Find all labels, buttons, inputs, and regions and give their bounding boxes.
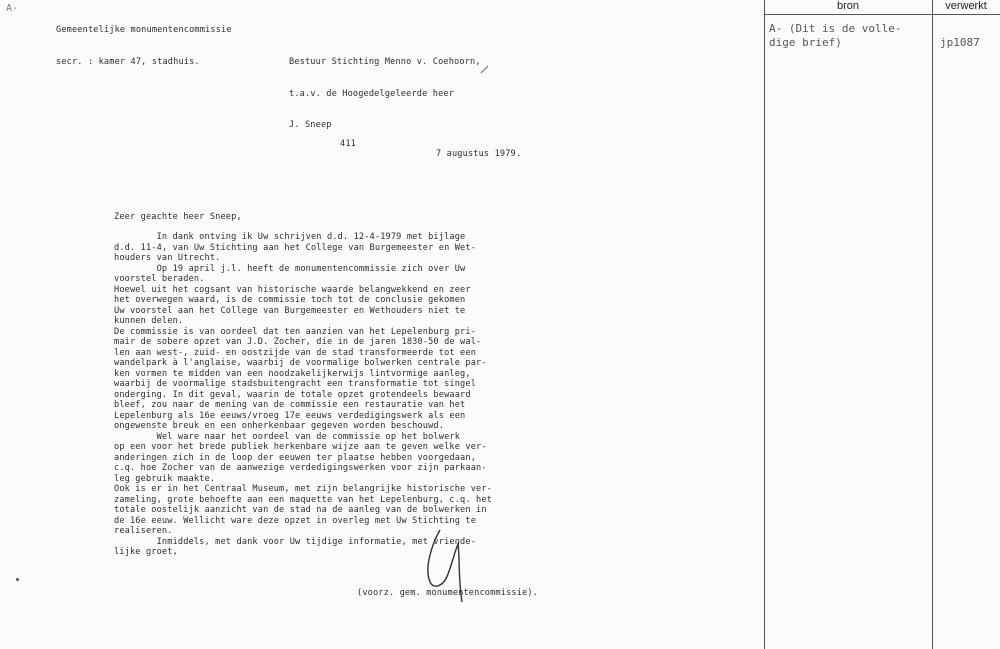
letter-date: 7 augustus 1979. <box>436 149 522 159</box>
letter-body <box>114 232 492 558</box>
addressee-block <box>289 36 481 141</box>
body-line: zameling, grote behoefte aan een maquette van het Lepelenburg, c.q. het <box>114 494 492 505</box>
body-line: mair de sobere opzet van J.D. Zocher, die in de jaren 1830-50 de wal- <box>114 337 482 347</box>
body-line: kunnen delen. <box>114 316 184 326</box>
body-line: lijke groet, <box>114 547 178 557</box>
body-line: ken vormen te midden van een noodzakelijkerwijs lintvormige aanleg, <box>114 368 471 379</box>
header-bron: bron <box>836 0 860 12</box>
pen-tick-mark <box>480 64 490 74</box>
salutation: Zeer geachte heer Sneep, <box>114 212 242 222</box>
body-line: het overwegen waard, is de commissie toch tot de conclusie gekomen <box>114 295 466 305</box>
body-line: Hoewel uit het cogsant van historische waarde belangwekkend en zeer <box>114 284 471 295</box>
body-line: len aan west-, zuid- en oostzijde van de stad transformeerde tot een <box>114 347 477 358</box>
body-line: De commissie is van oordeel dat ten aanzien van het Lepelenburg pri- <box>114 326 477 337</box>
body-line: Op 19 april j.l. heeft de monumentencommissie zich over Uw <box>114 263 466 274</box>
verwerkt-cell: jp1087 <box>940 36 980 49</box>
reference-number: 411 <box>340 138 356 149</box>
body-line: Inmiddels, met dank voor Uw tijdige informatie, met vriende- <box>114 536 477 547</box>
stray-dot <box>16 578 19 581</box>
body-line: onderging. In dit geval, waarin de totale opzet grotendeels bewaard <box>114 389 471 400</box>
body-line: anderingen zich in de loop der eeuwen ter plaatse hebben voorgedaan, <box>114 452 477 463</box>
body-line: waarbij de voormalige stadsbuitengracht een transformatie tot singel <box>114 379 477 389</box>
body-line: Lepelenburg als 16e eeuws/vroeg 17e eeuws verdedigingswerk als een <box>114 410 466 421</box>
addressee-line: Bestuur Stichting Menno v. Coehoorn, <box>289 57 481 67</box>
addressee-line: J. Sneep <box>289 120 332 130</box>
signoff-line: (voorz. gem. monumentencommissie). <box>357 588 539 598</box>
addressee-line: t.a.v. de Hoogedelgeleerde heer <box>289 88 455 99</box>
body-line: In dank ontving ik Uw schrijven d.d. 12-4-1979 met bijlage <box>114 232 466 242</box>
body-line: c.q. hoe Zocher van de aanwezige verdedigingswerken voor zijn parkaan- <box>114 463 487 473</box>
body-line: realiseren. <box>114 526 173 536</box>
body-line: Ook is er in het Centraal Museum, met zijn belangrijke historische ver- <box>114 484 492 494</box>
header-verwerkt: verwerkt <box>945 0 987 12</box>
sender-line: Gemeentelijke monumentencommissie <box>56 25 232 35</box>
sender-line: secr. : kamer 47, stadhuis. <box>56 56 200 67</box>
table-column-divider <box>932 0 933 649</box>
margin-mark: A- <box>6 3 19 14</box>
body-line: ongewenste breuk en een onherkenbaar gegeven worden beschouwd. <box>114 421 445 431</box>
table-border-left <box>764 0 765 649</box>
bron-cell: A- (Dit is de volle- dige brief) <box>769 22 902 49</box>
body-line: d.d. 11-4, van Uw Stichting aan het College van Burgemeester en Wet- <box>114 242 477 253</box>
body-line: voorstel beraden. <box>114 274 205 284</box>
body-line: de 16e eeuw. Wellicht ware deze opzet in overleg met Uw Stichting te <box>114 515 477 526</box>
table-header-rule <box>764 14 1000 15</box>
source-table <box>764 0 1000 649</box>
body-line: op een voor het brede publiek herkenbare wijze aan te geven welke ver- <box>114 442 487 452</box>
body-line: Wel ware naar het oordeel van de commissie op het bolwerk <box>114 431 461 442</box>
body-line: totale oostelijk aanzicht van de stad na de aanleg van de bolwerken in <box>114 505 487 515</box>
body-line: Uw voorstel aan het College van Burgemeester en Wethouders niet te <box>114 305 466 316</box>
sender-block <box>56 4 232 78</box>
body-line: houders van Utrecht. <box>114 253 221 263</box>
body-line: bleef, zou naar de mening van de commissie een restauratie van het <box>114 400 466 410</box>
body-line: wandelpark à l'anglaise, waarbij de voormalige bolwerken centrale par- <box>114 358 487 368</box>
reference-line <box>340 128 522 160</box>
body-line: leg gebruik maakte. <box>114 473 216 484</box>
